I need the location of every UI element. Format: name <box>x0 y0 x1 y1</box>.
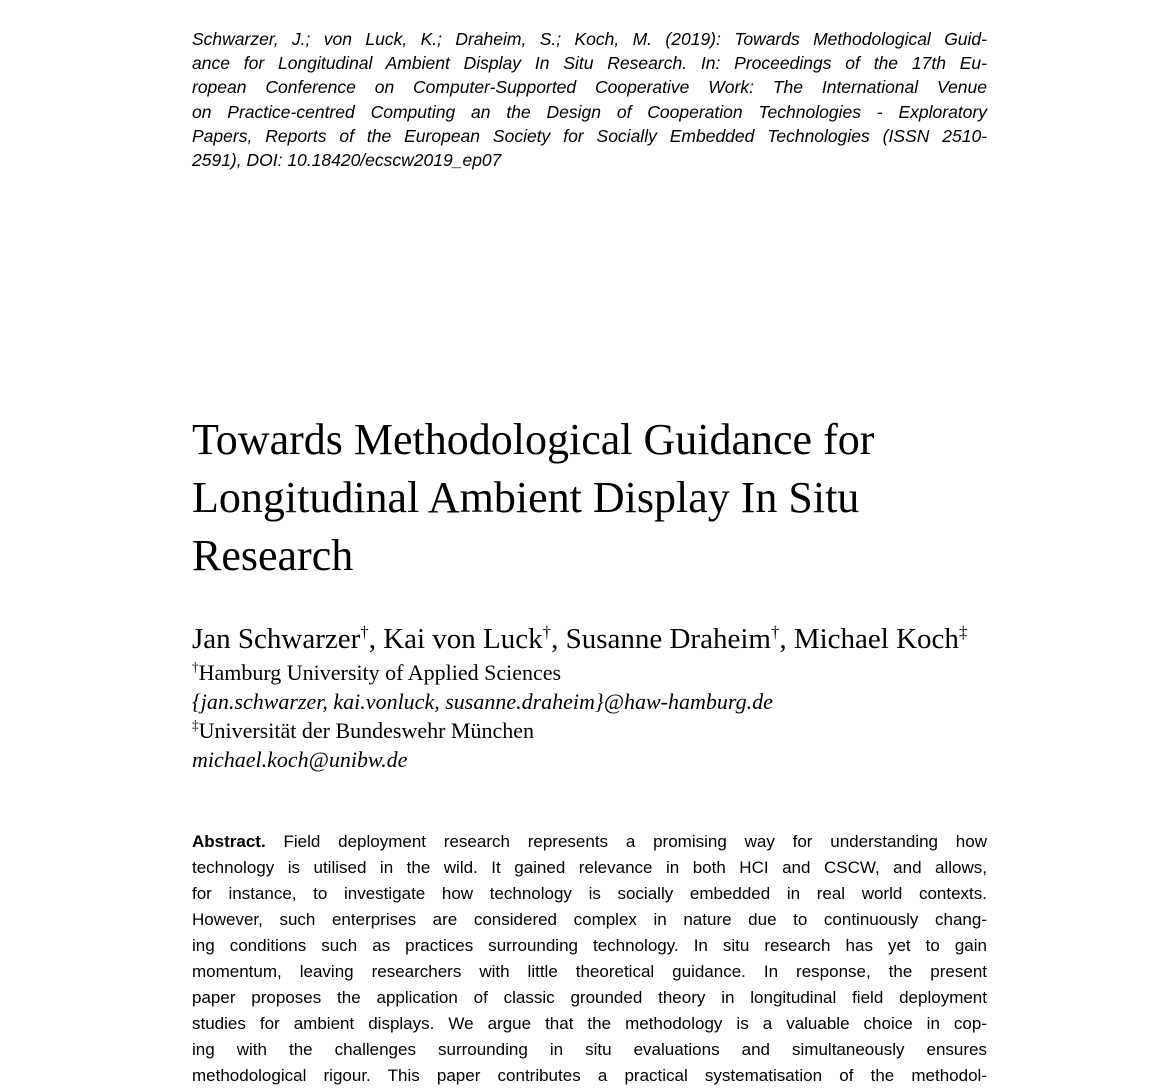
abstract-line: ing conditions such as practices surrounding technology. In situ research has yet to gain <box>192 936 987 955</box>
dagger-mark: † <box>770 622 780 642</box>
email-text: {jan.schwarzer, kai.vonluck, susanne.draheim}@haw-hamburg.de <box>192 689 773 714</box>
double-dagger-mark: ‡ <box>192 717 199 733</box>
abstract-line: ing with the challenges surrounding in situ evaluations and simultaneously ensures <box>192 1040 987 1059</box>
abstract-line: However, such enterprises are considered complex in nature due to continuously chang- <box>192 910 987 929</box>
affiliation-text: Hamburg University of Applied Sciences <box>198 660 562 685</box>
title-line: Longitudinal Ambient Display In Situ <box>192 473 860 522</box>
abstract-text: Field deployment research represents a promising way for understanding how <box>283 832 987 851</box>
citation-line: on Practice-centred Computing an the Design of Cooperation Technologies - Exploratory <box>192 101 987 122</box>
abstract-line: paper proposes the application of classic grounded theory in longitudinal field deployment <box>192 988 987 1007</box>
dagger-mark: † <box>360 622 369 642</box>
dagger-mark: † <box>542 622 552 642</box>
citation-line: ropean Conference on Computer-Supported Cooperative Work: The International Venue <box>192 77 987 98</box>
author-name: Jan Schwarzer <box>192 623 361 655</box>
paper-title <box>192 411 1122 585</box>
abstract-line: methodological rigour. This paper contributes a practical systematisation of the methodol- <box>192 1066 987 1085</box>
citation-line: ance for Longitudinal Ambient Display In Situ Research. In: Proceedings of the 17th Eu- <box>192 53 987 74</box>
author-separator: , <box>551 623 566 655</box>
citation-block <box>192 27 987 172</box>
double-dagger-mark: ‡ <box>958 622 968 642</box>
abstract-line: momentum, leaving researchers with little theoretical guidance. In response, the present <box>192 962 987 981</box>
abstract-label: Abstract. <box>192 832 266 851</box>
title-line: Towards Methodological Guidance for <box>192 415 875 464</box>
email-text: michael.koch@unibw.de <box>192 747 408 772</box>
author <box>192 623 383 655</box>
email-line <box>192 687 1122 716</box>
author-name: Susanne Draheim <box>565 623 771 655</box>
author-name: Michael Koch <box>793 623 959 655</box>
affiliation-line <box>192 716 1122 745</box>
author <box>383 623 565 655</box>
author-list <box>192 624 1122 654</box>
abstract-line: studies for ambient displays. We argue that the methodology is a valuable choice in cop- <box>192 1014 987 1033</box>
abstract-block <box>192 829 987 1089</box>
email-line <box>192 745 1122 774</box>
affiliation-line <box>192 658 1122 687</box>
dagger-mark: † <box>192 659 199 675</box>
affiliation-text: Universität der Bundeswehr München <box>198 718 535 743</box>
abstract-line: for instance, to investigate how technology is socially embedded in real world contexts. <box>192 884 987 903</box>
citation-line: 2591), DOI: 10.18420/ecscw2019_ep07 <box>192 150 502 171</box>
author-separator: , <box>368 623 384 655</box>
abstract-line <box>192 829 987 855</box>
citation-line: Papers, Reports of the European Society for Socially Embedded Technologies (ISSN 2510- <box>192 125 987 146</box>
title-line: Research <box>192 531 354 580</box>
author-name: Kai von Luck <box>383 623 543 655</box>
author <box>566 623 794 655</box>
citation-line: Schwarzer, J.; von Luck, K.; Draheim, S.; Koch, M. (2019): Towards Methodological Guid- <box>192 29 987 49</box>
abstract-line: technology is utilised in the wild. It gained relevance in both HCI and CSCW, and allows, <box>192 858 987 877</box>
author-separator: , <box>779 623 794 655</box>
affiliations-block <box>192 658 1122 774</box>
author <box>794 623 968 655</box>
